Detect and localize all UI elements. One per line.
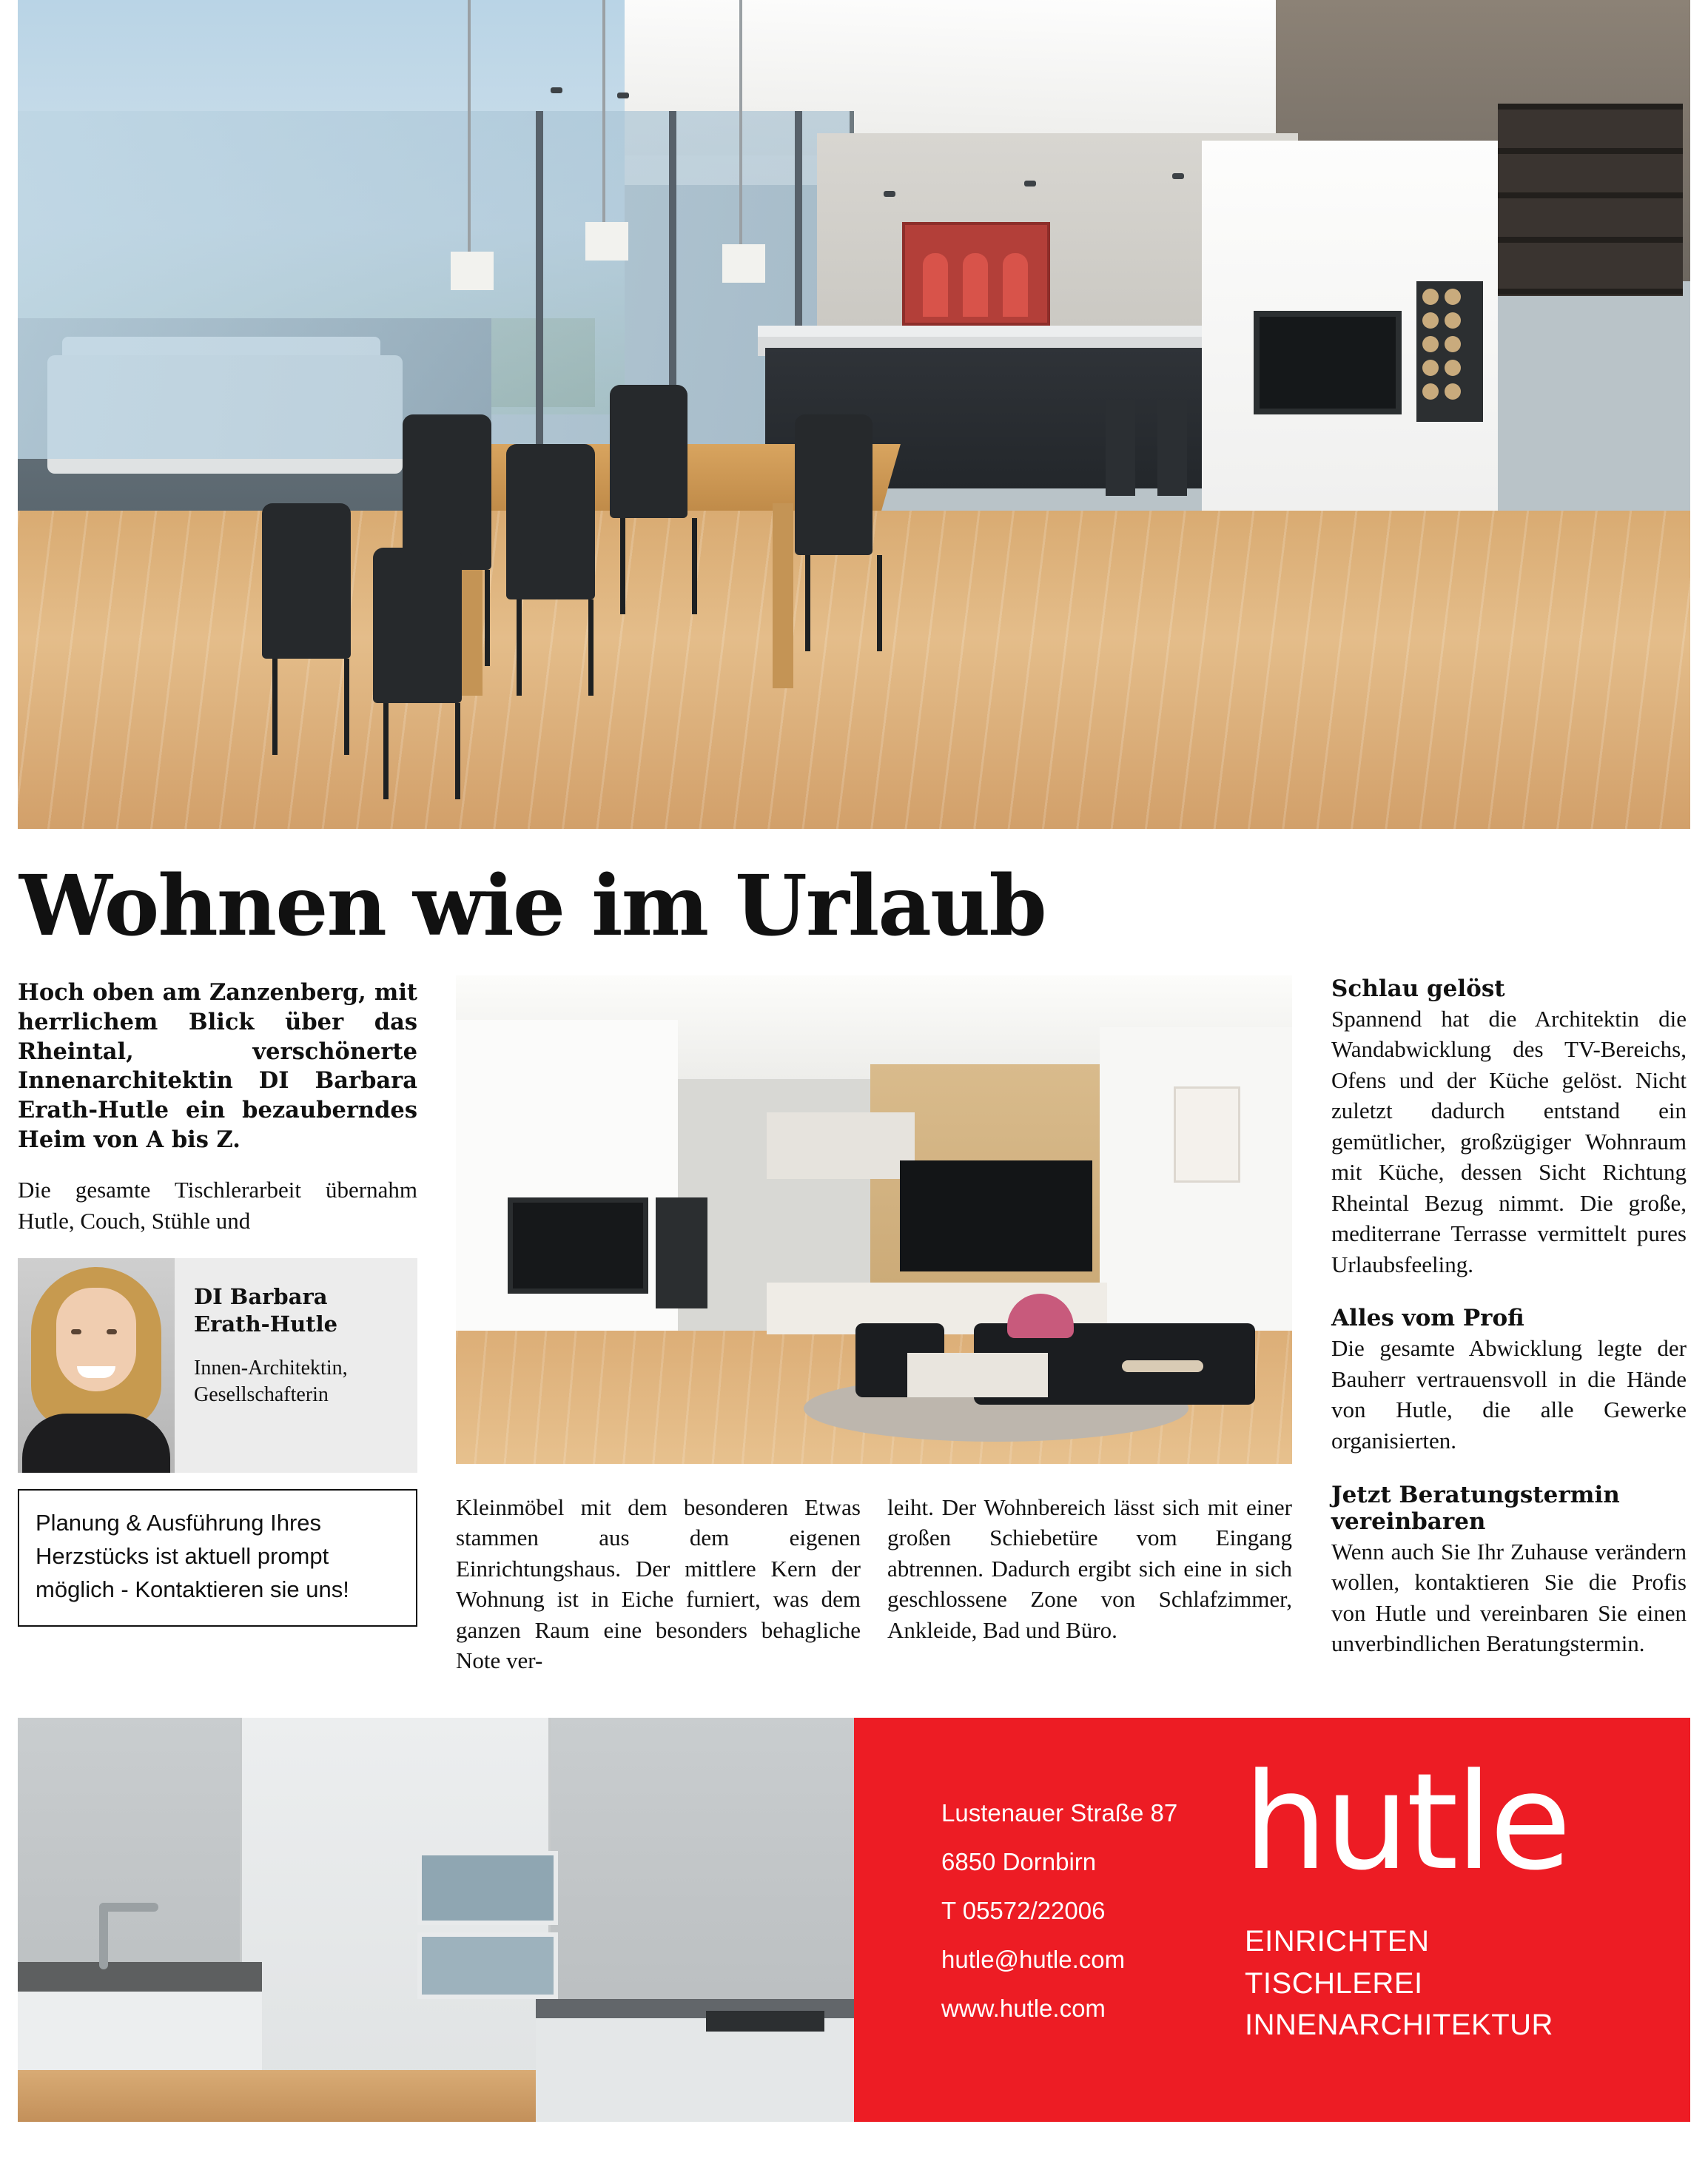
- service-item: TISCHLEREI: [1245, 1966, 1423, 2000]
- section-kicker: Jetzt Beratungstermin vereinbaren: [1331, 1481, 1620, 1535]
- contact-details: [854, 1718, 1239, 2122]
- article-column-middle: [437, 975, 1311, 1676]
- television: [900, 1160, 1092, 1271]
- avatar: [18, 1258, 175, 1473]
- address-line-1: Lustenauer Straße 87: [941, 1798, 1178, 1827]
- promo-box: Planung & Ausführung Ihres Herzstücks ist aktuell prompt möglich - Kontaktieren sie uns!: [18, 1489, 417, 1627]
- cooktop-icon: [706, 2011, 824, 2032]
- page-title: Wohnen wie im Urlaub: [19, 858, 1046, 955]
- section-beratungstermin: [1331, 1482, 1687, 1659]
- oven-icon: [417, 1851, 558, 1925]
- section-text: Die gesamte Abwicklung legte der Bauherr vertrauensvoll in die Hände von Hutle, die alle Gewerke organisierten.: [1331, 1335, 1687, 1454]
- article-body: [18, 975, 1690, 1676]
- article-column-left: [18, 975, 437, 1627]
- hero-firebox: [1254, 311, 1402, 414]
- author-profile-card: [18, 1258, 417, 1473]
- hero-glass-wall: [18, 111, 854, 459]
- hero-bookshelf: [1498, 104, 1683, 296]
- website-url[interactable]: www.hutle.com: [941, 1994, 1106, 2022]
- address-line-2: 6850 Dornbirn: [941, 1847, 1097, 1875]
- section-schlau-geloest: [1331, 975, 1687, 1280]
- section-kicker: Schlau gelöst: [1331, 975, 1505, 1002]
- email-address[interactable]: hutle@hutle.com: [941, 1945, 1126, 1973]
- article-column-right: [1312, 975, 1687, 1659]
- wall-art-icon: [1174, 1086, 1240, 1183]
- article-body-column-1: Kleinmöbel mit dem besonderen Etwas stammen aus dem eigenen Einrichtungshaus. Der mittlere Kern der Wohnung ist in Eiche furniert, was dem ganzen Raum eine besonders behagliche Note ver-: [456, 1493, 861, 1674]
- profile-role: Innen-Architektin, Gesellschafterin: [194, 1356, 348, 1406]
- service-item: EINRICHTEN: [1245, 1924, 1430, 1958]
- phone-number[interactable]: T 05572/22006: [941, 1896, 1106, 1924]
- hero-artwork: [902, 222, 1050, 326]
- firewood-stack: [656, 1197, 707, 1308]
- services-list: [1245, 1921, 1553, 2046]
- kitchen-photo: [18, 1718, 854, 2122]
- hutle-logo: hutle: [1243, 1744, 1569, 1900]
- article-lead: Hoch oben am Zanzenberg, mit herrlichem Blick über das Rheintal, verschönerte Innenarchitektin DI Barbara Erath-Hutle ein bezauberndes Heim von A bis Z.: [18, 978, 417, 1154]
- brand-column: [1239, 1718, 1690, 2122]
- article-body-column-2: leiht. Der Wohnbereich lässt sich mit einer großen Schiebetüre vom Eingang abtrennen. Dadurch ergibt sich eine in sich geschlossene Zone von Schlafzimmer, Ankleide, Bad und Büro.: [887, 1493, 1292, 1643]
- faucet-icon: [99, 1903, 108, 1969]
- fireplace: [508, 1197, 648, 1294]
- section-text: Spannend hat die Architektin die Wandabwicklung des TV-Bereichs, Ofens und der Küche gelöst. Nicht zuletzt dadurch entstand ein gemütlicher, großzügiger Wohnraum mit Küche, dessen Sicht Richtung Rheintal Bezug nimmt. Die große, mediterrane Terrasse vermittelt pures Urlaubsfeeling.: [1331, 1005, 1687, 1277]
- article-intro-paragraph: Die gesamte Tischlerarbeit übernahm Hutle, Couch, Stühle und: [18, 1177, 417, 1234]
- section-alles-vom-profi: [1331, 1305, 1687, 1456]
- brand-ad-box: [854, 1718, 1690, 2122]
- hero-firewood: [1416, 281, 1483, 422]
- living-room-photo: [456, 975, 1292, 1464]
- section-text: Wenn auch Sie Ihr Zuhause verändern wollen, kontaktieren Sie die Profis von Hutle und vereinbaren Sie einen unverbindlichen Beratungstermin.: [1331, 1538, 1687, 1657]
- service-item: INNENARCHITEKTUR: [1245, 2009, 1553, 2042]
- section-kicker: Alles vom Profi: [1331, 1305, 1524, 1332]
- steam-oven-icon: [417, 1932, 558, 1999]
- advertisement-footer: [18, 1718, 1690, 2122]
- hero-photo: [18, 0, 1690, 829]
- profile-name: DI Barbara Erath-Hutle: [194, 1284, 338, 1337]
